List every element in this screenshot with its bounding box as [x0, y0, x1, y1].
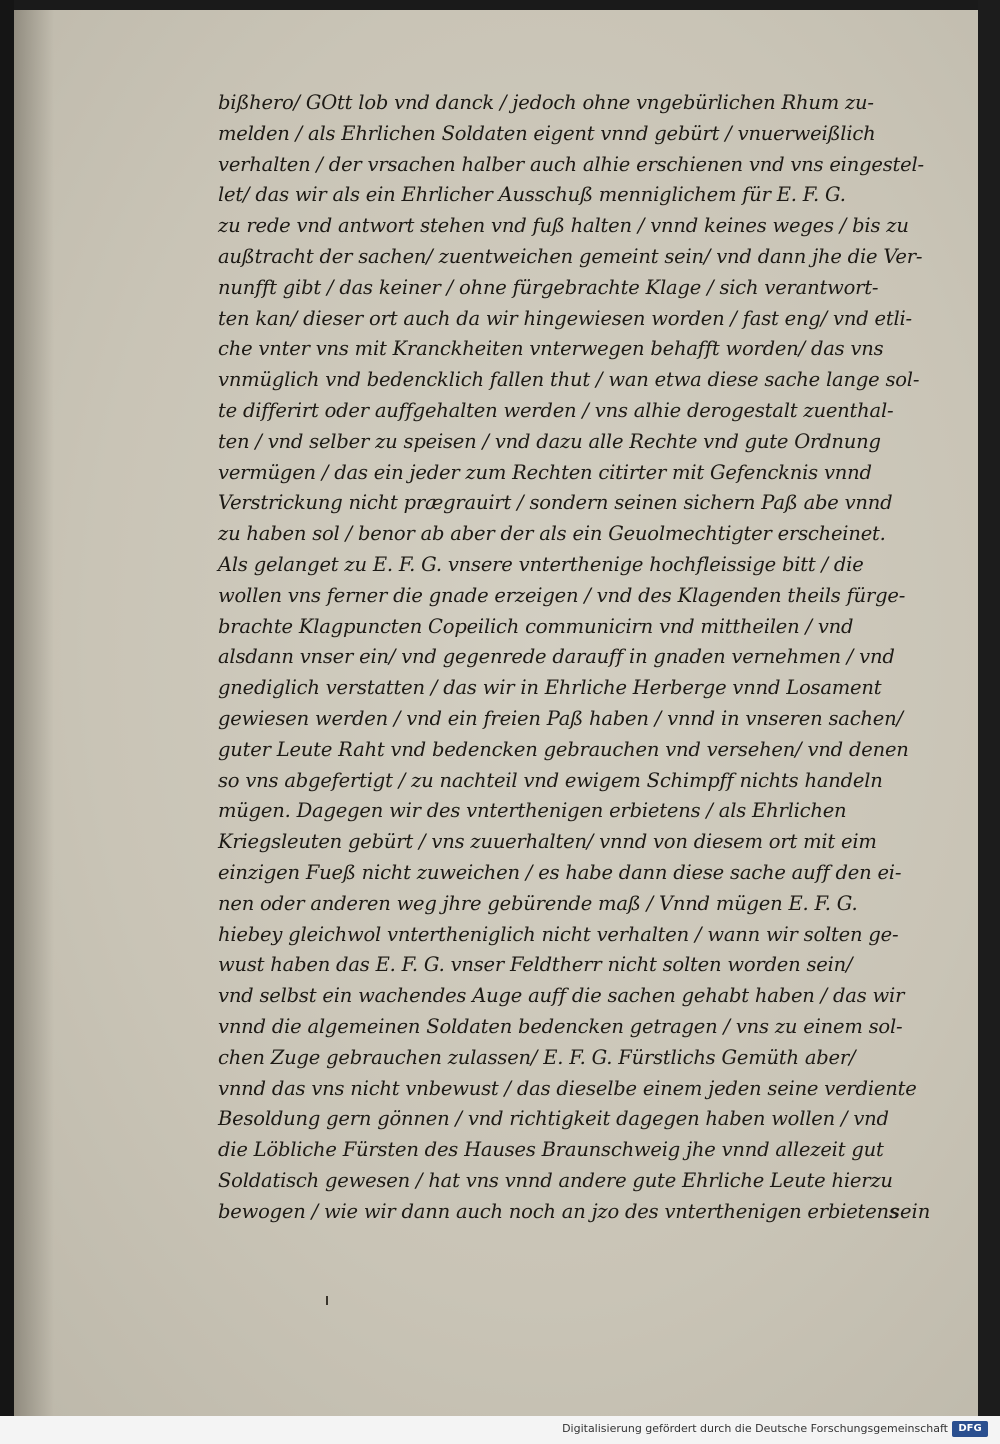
text-line: verhalten / der vrsachen halber auch alhie erschienen vnd vns eingestel- [218, 152, 924, 176]
text-line: ten / vnd selber zu speisen / vnd dazu alle Rechte vnd gute Ordnung [218, 429, 881, 453]
text-line: Kriegsleuten gebürt / vns zuuerhalten/ vnnd von diesem ort mit eim [218, 830, 877, 854]
text-line: chen Zuge gebrauchen zulassen/ E. F. G. Fürstlichs Gemüth aber/ [218, 1045, 856, 1069]
text-line: alsdann vnser ein/ vnd gegenrede darauff in gnaden vernehmen / vnd [218, 645, 895, 669]
text-line: let/ das wir als ein Ehrlicher Ausschuß menniglichem für E. F. G. [218, 183, 846, 207]
text-line: ten kan/ dieser ort auch da wir hingewiesen worden / fast eng/ vnd etli- [218, 306, 912, 330]
funding-credit: Digitalisierung gefördert durch die Deutsche Forschungsgemeinschaft [562, 1422, 948, 1435]
text-line: brachte Klagpuncten Copeilich communicirn vnd mittheilen / vnd [218, 614, 854, 638]
text-line: Als gelanget zu E. F. G. vnsere vnterthenige hochfleissige bitt / die [218, 552, 864, 576]
text-line: nen oder anderen weg jhre gebürende maß / Vnnd mügen E. F. G. [218, 891, 858, 915]
text-line: wollen vns ferner die gnade erzeigen / vnd des Klagenden theils fürge- [218, 583, 906, 607]
scan-frame-left [0, 0, 14, 1444]
footer-bar [0, 1416, 1000, 1444]
text-line: Soldatisch gewesen / hat vns vnnd andere gute Ehrliche Leute hierzu [218, 1168, 893, 1192]
text-line: vnmüglich vnd bedencklich fallen thut / wan etwa diese sache lange sol- [218, 368, 920, 392]
text-line: zu rede vnd antwort stehen vnd fuß halten / vnnd keines weges / bis zu [218, 214, 909, 238]
text-line: gnediglich verstatten / das wir in Ehrliche Herberge vnnd Losament [218, 676, 882, 700]
text-line: bißhero/ GOtt lob vnd danck / jedoch ohne vngebürlichen Rhum zu- [218, 91, 874, 114]
text-line: mügen. Dagegen wir des vnterthenigen erbietens / als Ehrlichen [218, 799, 847, 823]
text-line: che vnter vns mit Kranckheiten vnterwegen behafft worden/ das vns [218, 337, 884, 361]
text-line: Besoldung gern gönnen / vnd richtigkeit dagegen haben wollen / vnd [218, 1107, 889, 1131]
text-line: Verstrickung nicht prægrauirt / sondern seinen sichern Paß abe vnnd [218, 491, 893, 515]
text-line: guter Leute Raht vnd bedencken gebrauchen vnd versehen/ vnd denen [218, 737, 909, 761]
page-gutter-shadow [14, 10, 54, 1416]
text-line: melden / als Ehrlichen Soldaten eigent vnnd gebürt / vnuerweißlich [218, 121, 876, 145]
text-line: wust haben das E. F. G. vnser Feldtherr nicht solten worden sein/ [218, 953, 853, 977]
text-line: vnnd das vns nicht vnbewust / das dieselbe einem jeden seine verdiente [218, 1076, 917, 1100]
catchword: sein [890, 1200, 931, 1223]
body-text [218, 88, 943, 1227]
text-line: gewiesen werden / vnd ein freien Paß haben / vnnd in vnseren sachen/ [218, 706, 903, 730]
text-line: vnd selbst ein wachendes Auge auff die sachen gehabt haben / das wir [218, 984, 905, 1008]
text-line: die Löbliche Fürsten des Hauses Braunschweig jhe vnnd allezeit gut [218, 1138, 884, 1162]
ink-mark [326, 1296, 328, 1305]
text-line: vnnd die algemeinen Soldaten bedencken getragen / vns zu einem sol- [218, 1014, 903, 1038]
text-line: einzigen Fueß nicht zuweichen / es habe dann diese sache auff den ei- [218, 860, 902, 884]
text-line: so vns abgefertigt / zu nachteil vnd ewigem Schimpff nichts handeln [218, 768, 883, 792]
text-line: außtracht der sachen/ zuentweichen gemeint sein/ vnd dann jhe die Ver- [218, 244, 923, 268]
dfg-logo: DFG [952, 1421, 988, 1437]
text-line: vermügen / das ein jeder zum Rechten citirter mit Gefencknis vnnd [218, 460, 872, 484]
text-line: hiebey gleichwol vntertheniglich nicht verhalten / wann wir solten ge- [218, 922, 899, 946]
scan-frame-right [978, 0, 1000, 1444]
text-line: zu haben sol / benor ab aber der als ein Geuolmechtigter erscheinet. [218, 522, 886, 546]
text-line: bewogen / wie wir dann auch noch an jzo des vnterthenigen erbietens [218, 1199, 899, 1223]
text-line: nunfft gibt / das keiner / ohne fürgebrachte Klage / sich verantwort- [218, 275, 879, 299]
text-line: te differirt oder auffgehalten werden / vns alhie derogestalt zuenthal- [218, 398, 894, 422]
